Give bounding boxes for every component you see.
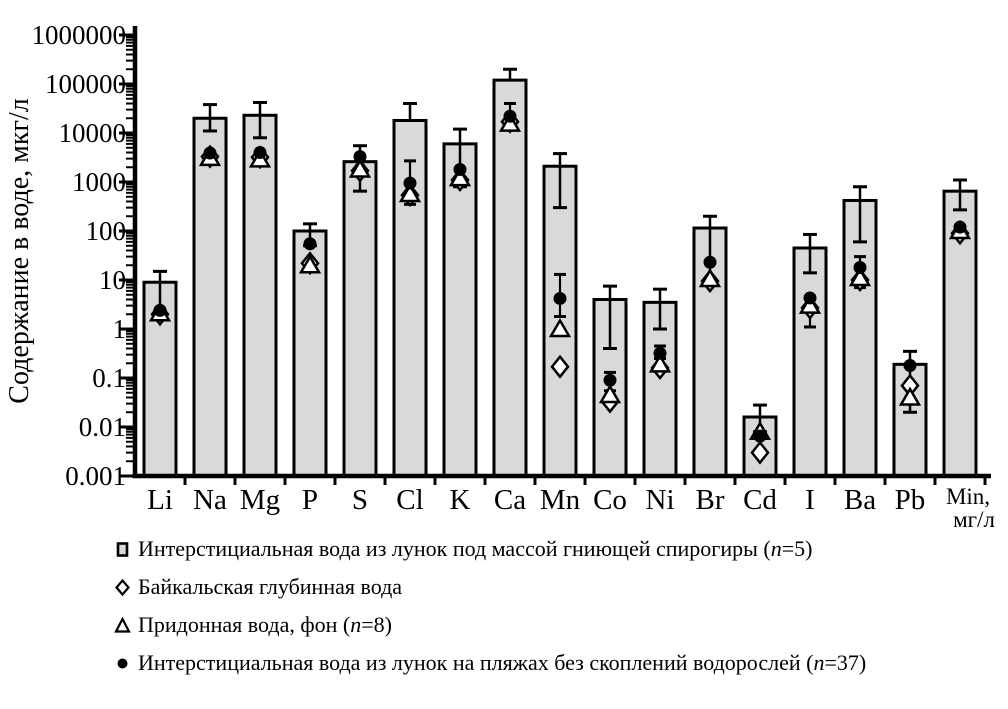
circle-marker (704, 256, 717, 269)
circle-marker (904, 359, 917, 372)
legend-label: Интерстициальная вода из лунок под массой гниющей спирогиры (n=5) (138, 536, 813, 561)
circle-marker (504, 110, 517, 123)
bar (244, 115, 276, 476)
y-axis-title: Содержание в воде, мкг/л (4, 98, 35, 404)
legend-label: Придонная вода, фон (n=8) (138, 612, 392, 637)
circle-marker (254, 146, 267, 159)
circle-marker (754, 430, 767, 443)
circle-marker (554, 292, 567, 305)
legend-item (114, 574, 1008, 600)
y-tick-label: 100 (85, 216, 126, 246)
circle-marker (804, 291, 817, 304)
legend (114, 536, 1008, 676)
x-tick-label: S (351, 484, 369, 516)
y-tick-label: 0.001 (65, 461, 126, 491)
legend-item (114, 612, 1008, 638)
bar (344, 162, 376, 476)
triangle-icon (114, 617, 131, 634)
circle-marker (854, 261, 867, 274)
y-tick-label: 100000 (45, 69, 126, 99)
bar (444, 144, 476, 476)
x-tick-label: Cd (743, 484, 777, 516)
x-tick-label: P (301, 484, 319, 516)
x-tick-label: Ba (843, 484, 877, 516)
x-tick-label: Min, (945, 484, 991, 509)
x-tick-label: мг/л (953, 507, 995, 532)
circle-marker (654, 347, 667, 360)
circle-marker (454, 163, 467, 176)
y-tick-label: 1000000 (31, 20, 126, 50)
x-tick-label: Mg (239, 484, 281, 516)
circle-marker (954, 221, 967, 234)
y-tick-label: 1 (112, 314, 126, 344)
x-tick-label: Br (695, 484, 725, 516)
x-tick-label: Cl (396, 484, 424, 516)
bar (794, 248, 826, 476)
legend-item (114, 650, 1008, 676)
legend-label: Интерстициальная вода из лунок на пляжах без скоплений водорослей (n=37) (138, 650, 867, 675)
circle-marker (154, 304, 167, 317)
circle-marker (404, 177, 417, 190)
x-tick-label: Pb (894, 484, 926, 516)
bar-swatch-icon (114, 541, 131, 558)
x-tick-label: I (805, 484, 815, 516)
x-tick-label: Ca (493, 484, 527, 516)
x-tick-label: Ni (645, 484, 675, 516)
y-tick-label: 1000 (72, 167, 126, 197)
y-tick-label: 10000 (58, 118, 126, 148)
circle-marker (304, 237, 317, 250)
x-tick-label: K (449, 484, 471, 516)
y-tick-label: 0.01 (78, 412, 126, 442)
legend-item (114, 536, 1008, 562)
circle-marker (604, 374, 617, 387)
circle-marker (354, 150, 367, 163)
bar (494, 80, 526, 476)
bar (194, 118, 226, 476)
circle-marker (204, 147, 217, 160)
legend-label: Байкальская глубинная вода (138, 574, 403, 599)
x-tick-label: Li (147, 484, 173, 516)
diamond-icon (114, 579, 131, 596)
circle-icon (114, 655, 131, 672)
y-tick-label: 0.1 (92, 363, 126, 393)
x-tick-label: Na (193, 484, 227, 516)
y-tick-label: 10 (99, 265, 126, 295)
x-tick-label: Mn (539, 484, 581, 516)
x-tick-label: Co (593, 484, 627, 516)
